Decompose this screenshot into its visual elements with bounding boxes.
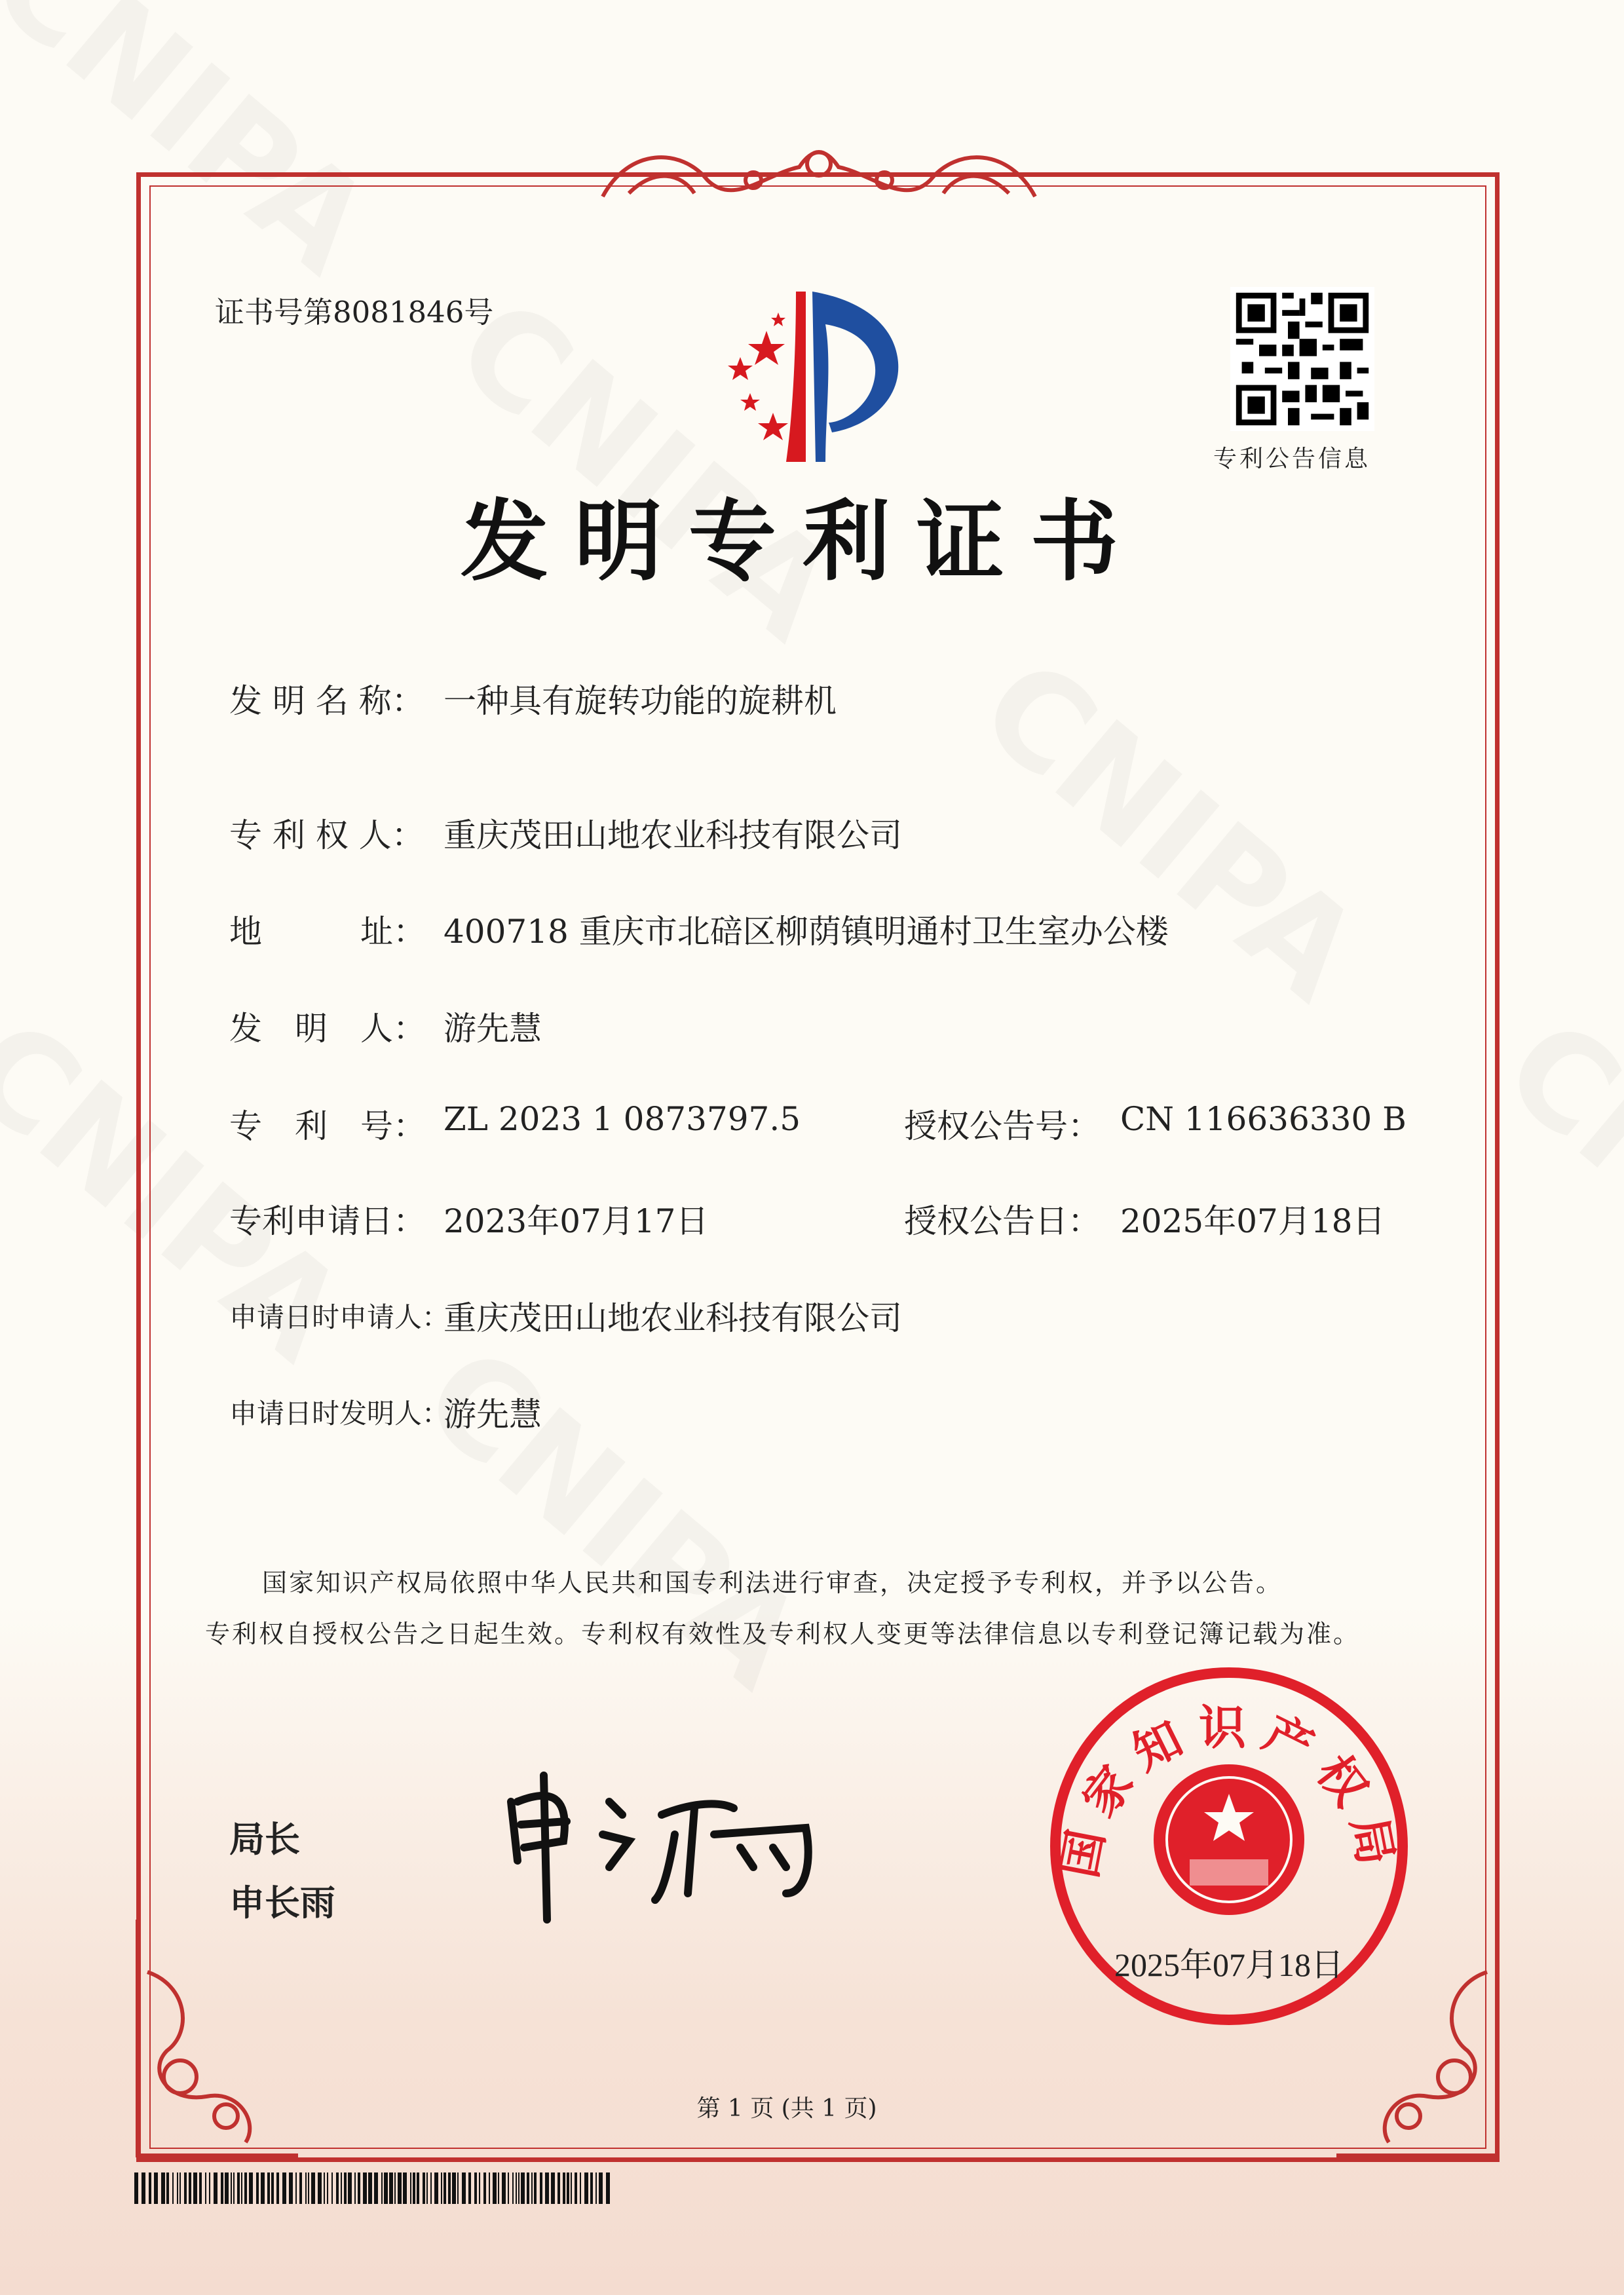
barcode-bar [389,2172,393,2204]
barcode-bar [527,2172,529,2204]
field-label: 专利申请日： [229,1202,426,1240]
barcode-bar [249,2172,253,2204]
qr-code-icon [1230,287,1374,431]
barcode-bar [403,2172,407,2204]
barcode-bar [545,2172,549,2204]
barcode-bar [241,2172,242,2204]
director-name: 申长雨 [229,1882,335,1924]
barcode-bar [225,2172,229,2204]
barcode-bar [282,2172,286,2204]
field-label: 专 利 号： [229,1107,426,1145]
certificate-title: 发明专利证书 [460,491,1144,593]
field-value: 重庆茂田山地农业科技有限公司 [444,816,902,854]
barcode-bar [430,2172,432,2204]
field-label: 授权公告日： [904,1202,1101,1240]
barcode-bar [261,2172,265,2204]
barcode-bar [327,2172,328,2204]
field-label: 专 利 权 人： [229,816,425,854]
barcode-bar [256,2172,259,2204]
barcode-bar [166,2172,169,2204]
barcode-bar [493,2172,497,2204]
statement-line: 国家知识产权局依照中华人民共和国专利法进行审查，决定授予专利权，并予以公告。 [262,1568,1283,1597]
barcode-bar [531,2172,533,2204]
barcode-bar [363,2172,367,2204]
qr-code[interactable] [1230,287,1374,431]
barcode-bar [237,2172,240,2204]
barcode-bar [161,2172,165,2204]
barcode-bar [575,2172,577,2204]
top-ornament [590,134,1048,213]
barcode-bar [344,2172,347,2204]
barcode-bar [341,2172,342,2204]
barcode-bar [606,2172,610,2204]
field-label: 授权公告号： [904,1107,1101,1145]
field-value: 2025年07月18日 [1120,1202,1386,1240]
barcode-bar [358,2172,360,2204]
field-label: 申请日时申请人： [229,1301,450,1333]
barcode-bar [448,2172,451,2204]
barcode-bar [374,2172,378,2204]
field-value: CN 116636330 B [1120,1100,1407,1138]
barcode-bar [271,2172,274,2204]
barcode-bar [231,2172,232,2204]
barcode-bar [384,2172,388,2204]
field-label: 申请日时发明人： [229,1397,450,1430]
barcode-bar [244,2172,247,2204]
barcode-bar [354,2172,356,2204]
field-value: 游先慧 [444,1010,542,1048]
barcode-bar [584,2172,588,2204]
barcode-bar [299,2172,302,2204]
barcode-bar [502,2172,506,2204]
barcode [134,2172,613,2204]
barcode-bar [410,2172,411,2204]
national-emblem-icon [1154,1764,1304,1915]
barcode-bar [567,2172,569,2204]
barcode-bar [426,2172,428,2204]
barcode-bar [233,2172,235,2204]
field-value: 游先慧 [444,1395,542,1433]
barcode-bar [214,2172,217,2204]
barcode-bar [468,2172,471,2204]
barcode-bar [199,2172,202,2204]
barcode-bar [571,2172,572,2204]
barcode-bar [590,2172,593,2204]
barcode-bar [434,2172,438,2204]
barcode-bar [580,2172,581,2204]
barcode-bar [318,2172,322,2204]
barcode-bar [305,2172,307,2204]
field-value: 400718 重庆市北碚区柳荫镇明通村卫生室办公楼 [444,913,1169,951]
page-footer: 第 1 页 (共 1 页) [696,2095,877,2122]
barcode-bar [324,2172,325,2204]
barcode-bar [452,2172,456,2204]
barcode-bar [444,2172,446,2204]
barcode-bar [413,2172,415,2204]
barcode-bar [348,2172,352,2204]
barcode-bar [498,2172,499,2204]
barcode-bar [441,2172,442,2204]
barcode-bar [518,2172,519,2204]
barcode-bar [205,2172,206,2204]
barcode-bar [423,2172,425,2204]
barcode-bar [368,2172,372,2204]
barcode-bar [462,2172,466,2204]
seal-date: 2025年07月18日 [1114,1946,1344,1983]
barcode-bar [540,2172,542,2204]
field-value: 重庆茂田山地农业科技有限公司 [444,1299,902,1337]
barcode-bar [595,2172,597,2204]
barcode-bar [276,2172,279,2204]
field-value: 2023年07月17日 [444,1202,709,1240]
barcode-bar [149,2172,151,2204]
qr-label: 专利公告信息 [1213,446,1371,472]
director-title: 局长 [229,1819,300,1860]
barcode-bar [295,2172,297,2204]
barcode-bar [381,2172,383,2204]
barcode-bar [184,2172,187,2204]
corner-ornament-right [1336,1920,1507,2169]
barcode-bar [534,2172,537,2204]
field-value: ZL 2023 1 0873797.5 [444,1100,801,1138]
barcode-bar [417,2172,419,2204]
certificate-number: 证书号第8081846号 [215,295,494,330]
field-label: 发 明 人： [229,1010,426,1048]
barcode-bar [474,2172,477,2204]
barcode-bar [189,2172,191,2204]
barcode-bar [398,2172,402,2204]
barcode-bar [142,2172,145,2204]
barcode-bar [394,2172,396,2204]
barcode-bar [267,2172,270,2204]
barcode-bar [154,2172,158,2204]
director-signature [498,1762,839,1926]
barcode-bar [551,2172,555,2204]
barcode-bar [311,2172,315,2204]
barcode-bar [521,2172,525,2204]
cnipa-logo [701,285,937,468]
barcode-bar [557,2172,560,2204]
barcode-bar [483,2172,486,2204]
barcode-bar [479,2172,480,2204]
barcode-bar [177,2172,178,2204]
seal-text: 国家知识产权局 [1051,1700,1407,1882]
barcode-bar [489,2172,490,2204]
barcode-bar [209,2172,210,2204]
barcode-bar [289,2172,293,2204]
barcode-bar [457,2172,459,2204]
field-label: 地 址： [229,913,426,951]
barcode-bar [193,2172,197,2204]
corner-ornament-left [128,1920,298,2169]
barcode-bar [512,2172,514,2204]
statement-line: 专利权自授权公告之日起生效。专利权有效性及专利权人变更等法律信息以专利登记簿记载为准。 [205,1620,1361,1648]
barcode-bar [599,2172,603,2204]
barcode-bar [179,2172,181,2204]
field-label: 发 明 名 称： [229,682,425,720]
barcode-bar [516,2172,517,2204]
field-value: 一种具有旋转功能的旋耕机 [444,682,837,720]
barcode-bar [172,2172,174,2204]
barcode-bar [336,2172,339,2204]
barcode-bar [221,2172,223,2204]
barcode-bar [508,2172,509,2204]
barcode-bar [134,2172,138,2204]
barcode-bar [308,2172,309,2204]
barcode-bar [331,2172,333,2204]
barcode-bar [563,2172,565,2204]
